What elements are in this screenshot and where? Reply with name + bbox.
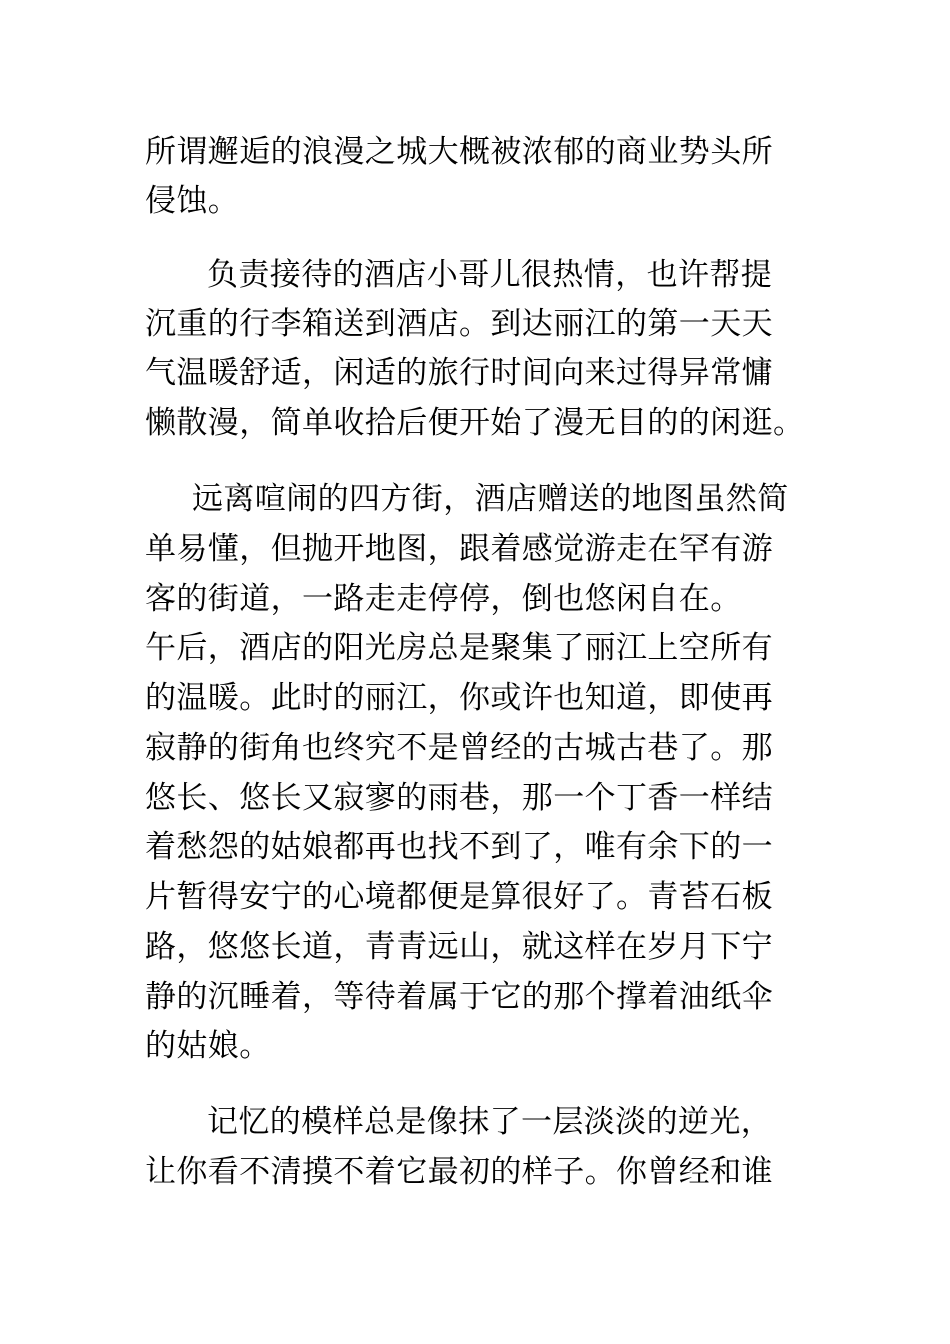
text-line: 寂静的街角也终究不是曾经的古城古巷了。那 <box>145 730 773 766</box>
text-line: 气温暖舒适，闲适的旅行时间向来过得异常慵 <box>145 355 773 391</box>
text-line: 客的街道，一路走走停停，倒也悠闲自在。 <box>145 581 742 617</box>
text-line: 所谓邂逅的浪漫之城大概被浓郁的商业势头所 <box>145 134 773 170</box>
text-line: 远离喧闹的四方街，酒店赠送的地图虽然简 <box>192 481 789 517</box>
text-line: 着愁怨的姑娘都再也找不到了，唯有余下的一 <box>145 829 773 865</box>
text-line: 懒散漫，简单收拾后便开始了漫无目的的闲逛。 <box>145 405 805 441</box>
text-line: 悠长、悠长又寂寥的雨巷，那一个丁香一样结 <box>145 780 773 816</box>
text-line: 片暂得安宁的心境都便是算很好了。青苔石板 <box>145 879 773 915</box>
text-line: 的温暖。此时的丽江，你或许也知道，即使再 <box>145 680 773 716</box>
text-line: 记忆的模样总是像抹了一层淡淡的逆光， <box>207 1104 773 1140</box>
text-line: 的姑娘。 <box>145 1028 271 1064</box>
text-line: 午后，酒店的阳光房总是聚集了丽江上空所有 <box>145 630 773 666</box>
text-line: 沉重的行李箱送到酒店。到达丽江的第一天天 <box>145 306 773 342</box>
text-line: 单易懂，但抛开地图，跟着感觉游走在罕有游 <box>145 531 773 567</box>
text-line: 静的沉睡着，等待着属于它的那个撑着油纸伞 <box>145 979 773 1015</box>
text-line: 侵蚀。 <box>145 183 240 219</box>
text-line: 负责接待的酒店小哥儿很热情，也许帮提 <box>207 257 773 293</box>
text-line: 路，悠悠长道，青青远山，就这样在岁月下宁 <box>145 929 773 965</box>
text-line: 让你看不清摸不着它最初的样子。你曾经和谁 <box>145 1154 773 1190</box>
